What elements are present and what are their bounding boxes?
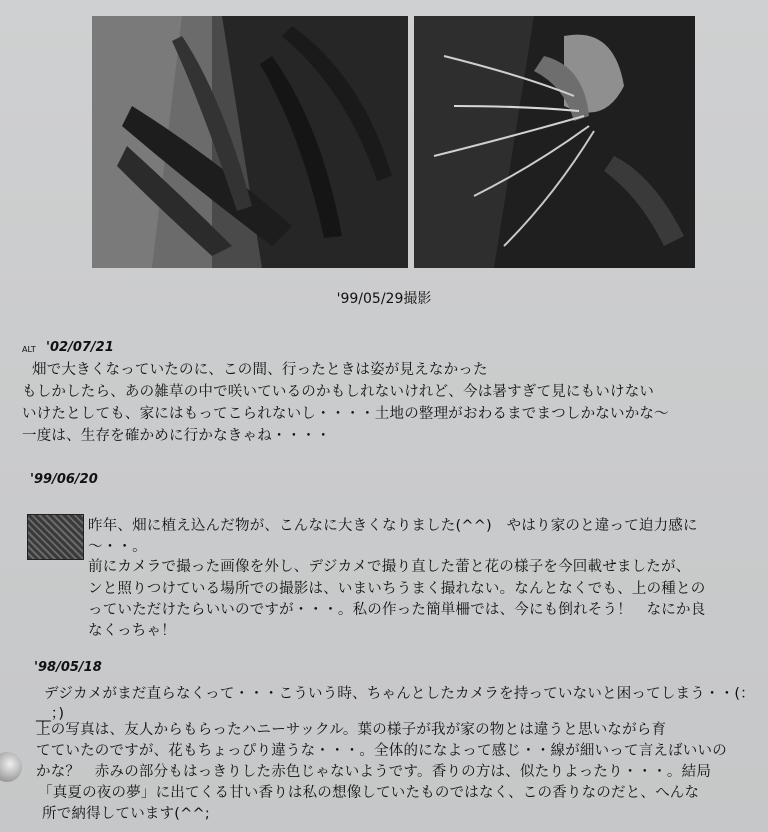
entry-2-line-4: ンと照りつけている場所での撮影は、いまいちうまく撮れない。なんとなくでも、上の種との <box>88 581 706 597</box>
entry-2-line-6: なくっちゃ！ <box>88 623 176 639</box>
entry-1-line-4: 一度は、生存を確かめに行かなきゃね・・・・ <box>22 428 331 444</box>
entry-date-1999: '99/06/20 <box>30 472 98 487</box>
entry-3-line-2: __；) <box>36 706 65 722</box>
entry-2-line-2: ～・・。 <box>88 539 147 555</box>
entry-3-line-1: デジカメがまだ直らなくって・・・こういう時、ちゃんとしたカメラを持っていないと困ってしまう・・(： <box>44 686 755 702</box>
entry-3-line-5: かな？ 赤みの部分もはっきりした赤色じゃないようです。香りの方は、似たりよったり・・・。結局 <box>36 764 712 780</box>
entry-date-2002: '02/07/21 <box>46 340 114 355</box>
entry-date-1998: '98/05/18 <box>34 660 102 675</box>
thumbnail-image <box>27 514 84 560</box>
binder-hole <box>0 752 22 782</box>
entry-3-line-4: てていたのですが、花もちょっぴり違うな・・・。全体的になよって感じ・・線が細いって言えばいいの <box>36 743 727 759</box>
entry-2-line-3: 前にカメラで撮った画像を外し、デジカメで撮り直した蕾と花の様子を今回載せましたが、 <box>88 559 691 575</box>
honeysuckle-flower-image <box>414 16 695 268</box>
entry-3-line-6: 「真夏の夜の夢」に出てくる甘い香りは私の想像していたものではなく、この香りなのだと、へんな <box>38 785 700 801</box>
plant-leaves-image <box>92 16 408 268</box>
entry-2-line-1: 昨年、畑に植え込んだ物が、こんなに大きくなりました(^^) やはり家のと違って迫力感に <box>88 518 698 534</box>
entry-1-line-1: 畑で大きくなっていたのに、この間、行ったときは姿が見えなかった <box>32 362 488 378</box>
entry-1-line-2: もしかしたら、あの雑草の中で咲いているのかもしれないけれど、今は暑すぎて見にもいけない <box>22 384 655 400</box>
photo-caption: '99/05/29撮影 <box>336 291 432 307</box>
entry-2-line-5: っていただけたらいいのですが・・・。私の作った簡単柵では、今にも倒れそう！ なにか良 <box>88 602 706 618</box>
plant-photo-right <box>414 16 695 268</box>
alt-mark: ALT <box>22 345 36 354</box>
entry-3-line-3: 上の写真は、友人からもらったハニーサックル。葉の様子が我が家の物とは違うと思いながら育 <box>36 722 667 738</box>
plant-photo-left <box>92 16 408 268</box>
entry-1-line-3: いけたとしても、家にはもってこられないし・・・・土地の整理がおわるまでまつしかないかな～ <box>22 406 669 422</box>
entry-3-line-7: 所で納得しています(^^; <box>42 806 210 822</box>
